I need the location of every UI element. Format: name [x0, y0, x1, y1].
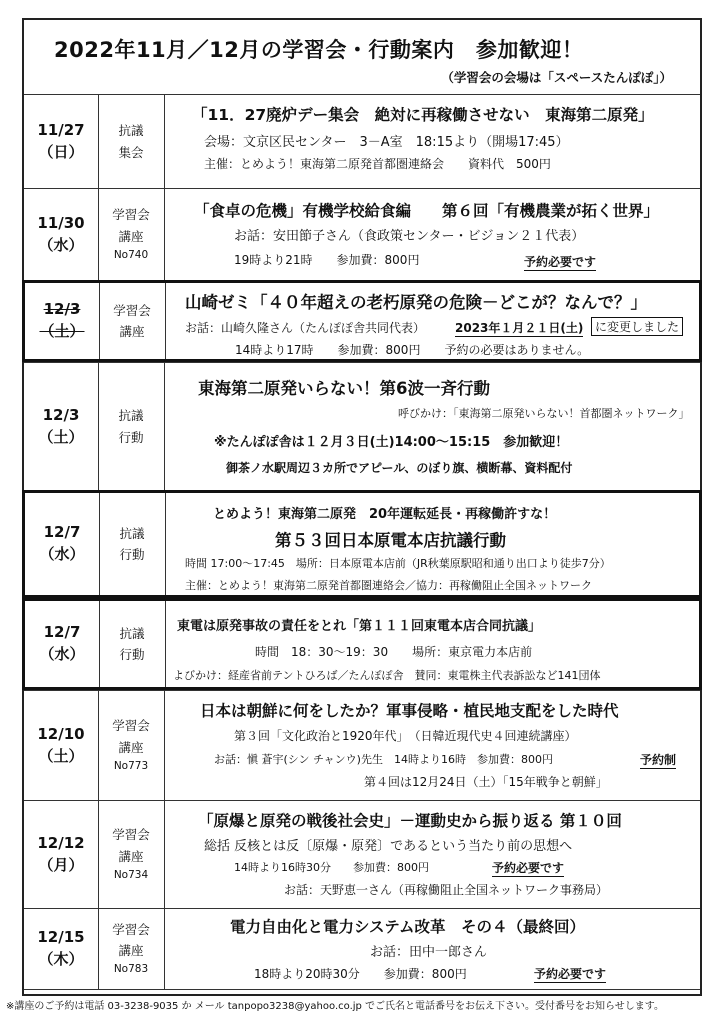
- event-type: 学習会 講座 No783: [112, 921, 150, 976]
- event-row-1207-tepco: [22, 598, 702, 690]
- header: [24, 20, 700, 94]
- event-details: とめよう！東海第二原発 20年運転延長・再稼働許すな！ 第５３回日本原電本店抗議行動 時間 17:00～17:45 場所：日本原電本店前（JR秋葉原駅昭和通り出口より徒歩7分） 主催：とめよう！東海第二原発首都圏連絡会／協力：再稼働阻止全国ネットワーク: [175, 493, 691, 595]
- event-subtitle: 第５３回日本原電本店抗議行動: [275, 531, 506, 550]
- event-type: 学習会 講座 No740: [112, 207, 150, 261]
- event-row-1127: [24, 94, 700, 188]
- event-title: 東電は原発事故の責任をとれ「第１１１回東電本店合同抗議」: [177, 619, 542, 634]
- event-date: 12/3 （土）: [38, 405, 84, 446]
- event-type: 抗議 集会: [118, 123, 144, 160]
- event-row-1210: [24, 690, 700, 800]
- reservation-note: 予約制: [640, 753, 677, 767]
- event-date: 12/7 （水）: [39, 523, 85, 563]
- event-type: 抗議 行動: [119, 625, 145, 662]
- event-title: とめよう！東海第二原発 20年運転延長・再稼働許すな！: [213, 507, 557, 522]
- event-title: 「原爆と原発の戦後社会史」－運動史から振り返る 第１０回: [198, 812, 622, 830]
- event-row-1203: [24, 362, 700, 490]
- event-details: 日本は朝鮮に何をしたか？軍事侵略・植民地支配をした時代 第３回「文化政治と1920年代」 （日韓近現代史４回連続講座） お話：愼 蒼宇(シン チャンウ)先生 14時より16時 参加費：800円 予約制 第４回は12月24日（土）「15年戦争と朝鮮」: [174, 691, 692, 800]
- event-row-1207-genden: [22, 490, 702, 598]
- event-details: 東電は原発事故の責任をとれ「第１１１回東電本店合同抗議」 時間 18：30～19：30 場所：東京電力本店前 よびかけ：経産省前テントひろば／たんぽぽ舎 賛同：東電株主代表訴訟など141団体: [175, 601, 691, 687]
- event-date: 12/3 （土）: [39, 300, 85, 340]
- event-title: 東海第二原発いらない！第6波一斉行動: [198, 379, 490, 398]
- event-title: 日本は朝鮮に何をしたか？軍事侵略・植民地支配をした時代: [200, 702, 619, 720]
- reservation-note: 予約必要です: [524, 255, 597, 269]
- page-title: 2022年11月／12月の学習会・行動案内 参加歓迎！: [54, 38, 584, 62]
- event-type: 抗議 行動: [119, 525, 145, 562]
- event-details: 「食卓の危機」有機学校給食編 第６回「有機農業が拓く世界」 お話：安田節子さん（食政策センター・ビジョン２１代表） 19時より21時 参加費：800円 予約必要です: [174, 189, 692, 280]
- event-details: 「原爆と原発の戦後社会史」－運動史から振り返る 第１０回 総括 反核とは反〔原爆・原発〕であるという当たり前の思想へ 14時より16時30分 参加費：800円 予約必要です お話：天野恵一さん（再稼働阻止全国ネットワーク事務局）: [174, 801, 692, 908]
- event-row-1203-moved: [22, 280, 702, 362]
- reservation-contact-footer: ※講座のご予約は電話 03-3238-9035 か メール tanpopo3238@yahoo.co.jp でご氏名と電話番号をお伝え下さい。受付番号をお知らせします。: [6, 1001, 664, 1012]
- event-schedule-sheet: [22, 18, 702, 996]
- event-type: 学習会 講座 No734: [112, 827, 150, 881]
- event-title: 「11．27廃炉デー集会 絶対に再稼働させない 東海第二原発」: [192, 106, 654, 124]
- event-details: 東海第二原発いらない！第6波一斉行動 呼びかけ：「東海第二原発いらない！首都圏ネットワーク」 ※たんぽぽ舎は１２月３日(土)14:00～15:15 参加歓迎！ 御茶ノ水駅周辺３カ所でアピール、のぼり旗、横断幕、資料配付: [174, 363, 692, 490]
- event-title: 電力自由化と電力システム改革 その４（最終回）: [230, 918, 585, 936]
- event-row-1130: [24, 188, 700, 280]
- event-title: 「食卓の危機」有機学校給食編 第６回「有機農業が拓く世界」: [194, 202, 660, 220]
- event-title: 山崎ゼミ「４０年超えの老朽原発の危険－どこが？なんで？」: [185, 293, 647, 312]
- event-type: 学習会 講座: [113, 302, 151, 339]
- event-row-1212: [24, 800, 700, 908]
- event-row-1215: [24, 908, 700, 990]
- event-date: 12/10 （土）: [37, 724, 85, 765]
- venue-note: （学習会の会場は「スペースたんぽぽ」）: [441, 70, 672, 85]
- event-date: 11/27 （日）: [37, 120, 85, 161]
- event-date: 11/30 （水）: [37, 213, 85, 254]
- event-date: 12/12 （月）: [37, 833, 85, 874]
- date-changed-notice: 2023年１月２１日(土): [455, 321, 584, 335]
- reservation-note: 予約必要です: [534, 967, 607, 981]
- event-type: 学習会 講座 No773: [112, 718, 150, 772]
- event-type: 抗議 行動: [118, 408, 144, 445]
- event-date: 12/7 （水）: [39, 623, 85, 663]
- event-details: 電力自由化と電力システム改革 その４（最終回） お話：田中一郎さん 18時より20時30分 参加費：800円 予約必要です: [174, 909, 692, 989]
- reservation-note: 予約必要です: [492, 861, 565, 875]
- event-details: 「11．27廃炉デー集会 絶対に再稼働させない 東海第二原発」 会場：文京区民センター 3－A室 18:15より（開場17:45） 主催：とめよう！東海第二原発首都圏連絡会 資料代 500円: [174, 95, 692, 188]
- event-date: 12/15 （木）: [37, 928, 85, 968]
- event-details: 山崎ゼミ「４０年超えの老朽原発の危険－どこが？なんで？」 お話：山崎久隆さん（たんぽぽ舎共同代表） 2023年１月２１日(土) に変更しました 14時より17時 参加費：800円 予約の必要はありません。: [175, 283, 691, 359]
